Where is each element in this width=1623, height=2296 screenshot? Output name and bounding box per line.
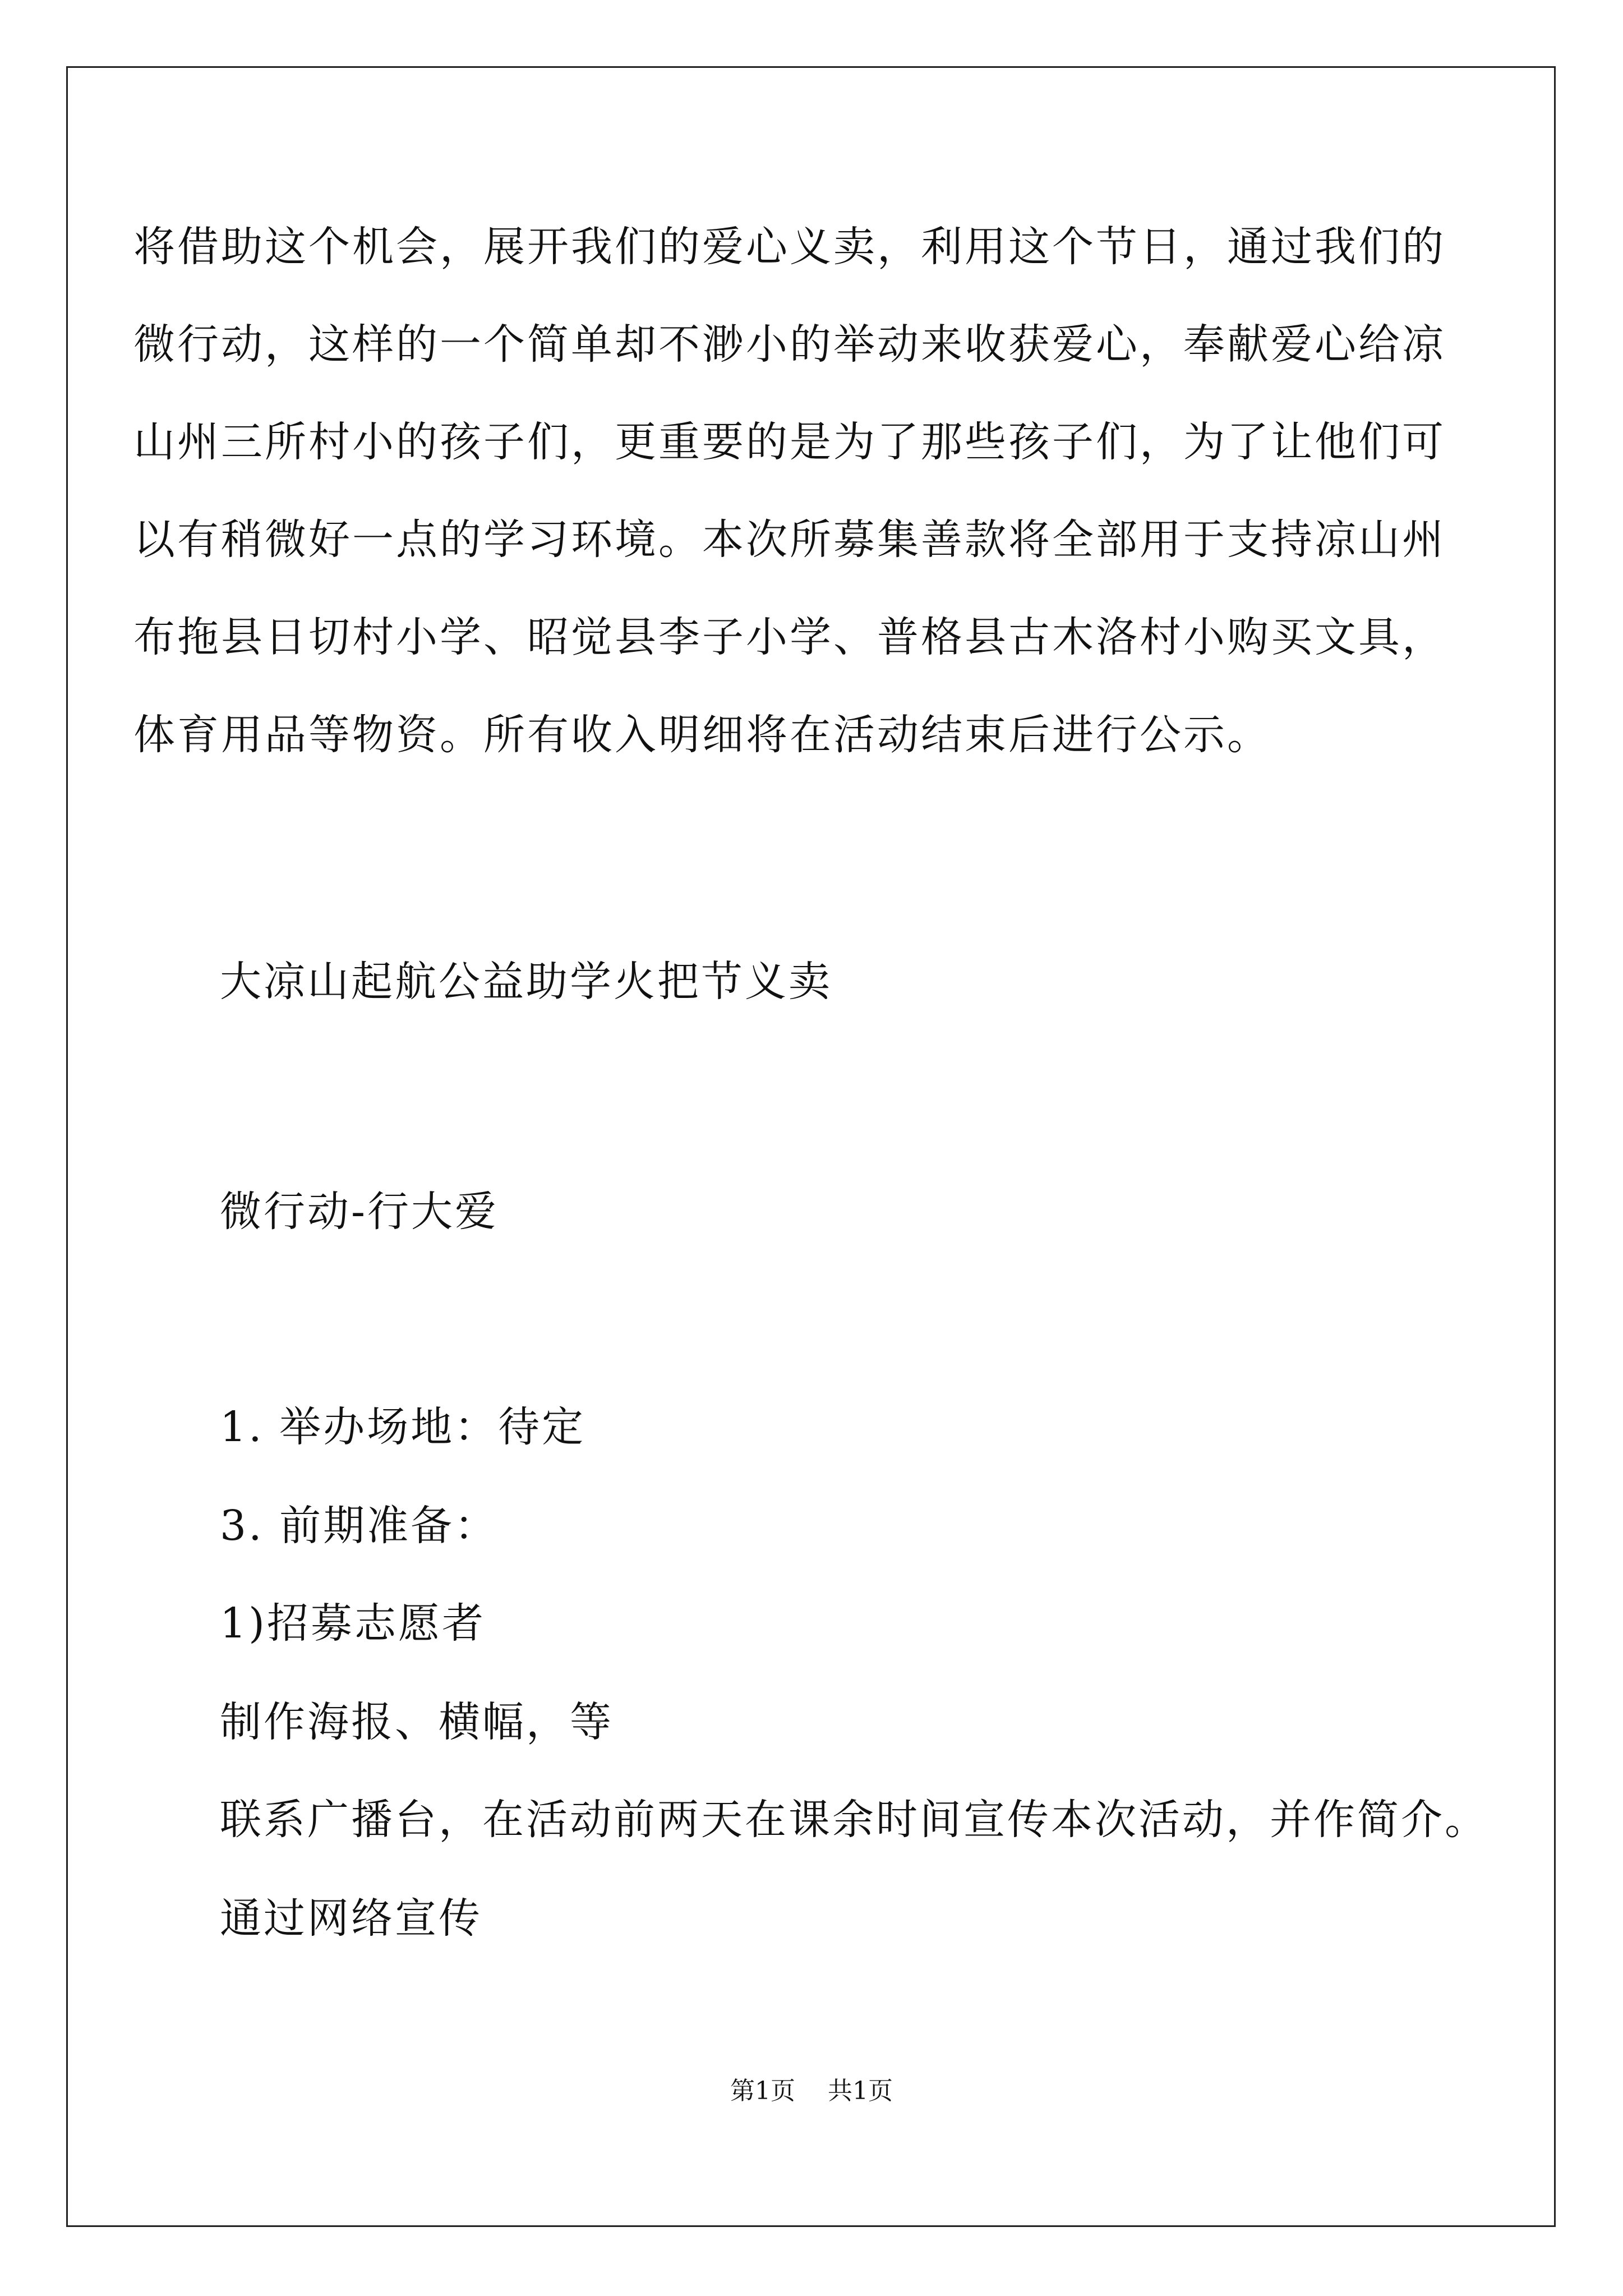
page-total: 共1页 — [828, 2077, 893, 2105]
list-item-online: 通过网络宣传 — [220, 1894, 482, 1943]
page-footer — [0, 2074, 1623, 2108]
list-item-recruit: 1)招募志愿者 — [220, 1599, 486, 1648]
paragraph-line: 以有稍微好一点的学习环境。本次所募集善款将全部用于支持凉山州 — [133, 516, 1446, 564]
list-item-broadcast: 联系广播台，在活动前两天在课余时间宣传本次活动，并作简介。 — [220, 1796, 1488, 1844]
paragraph-line: 布拖县日切村小学、昭觉县李子小学、普格县古木洛村小购买文具， — [133, 613, 1446, 661]
paragraph-line: 山州三所村小的孩子们，更重要的是为了那些孩子们，为了让他们可 — [133, 418, 1446, 466]
event-slogan: 微行动-行大爱 — [220, 1188, 499, 1236]
list-item-venue: 1. 举办场地：待定 — [220, 1403, 586, 1451]
list-item-preparation: 3. 前期准备： — [220, 1502, 499, 1550]
paragraph-line: 将借助这个机会，展开我们的爱心义卖，利用这个节日，通过我们的 — [133, 223, 1446, 271]
paragraph-line: 体育用品等物资。所有收入明细将在活动结束后进行公示。 — [133, 711, 1271, 759]
paragraph-line: 微行动，这样的一个简单却不渺小的举动来收获爱心，奉献爱心给凉 — [133, 320, 1446, 369]
event-title: 大凉山起航公益助学火把节义卖 — [220, 958, 832, 1006]
page-number: 第1页 — [730, 2077, 795, 2105]
list-item-posters: 制作海报、横幅，等 — [220, 1698, 614, 1746]
